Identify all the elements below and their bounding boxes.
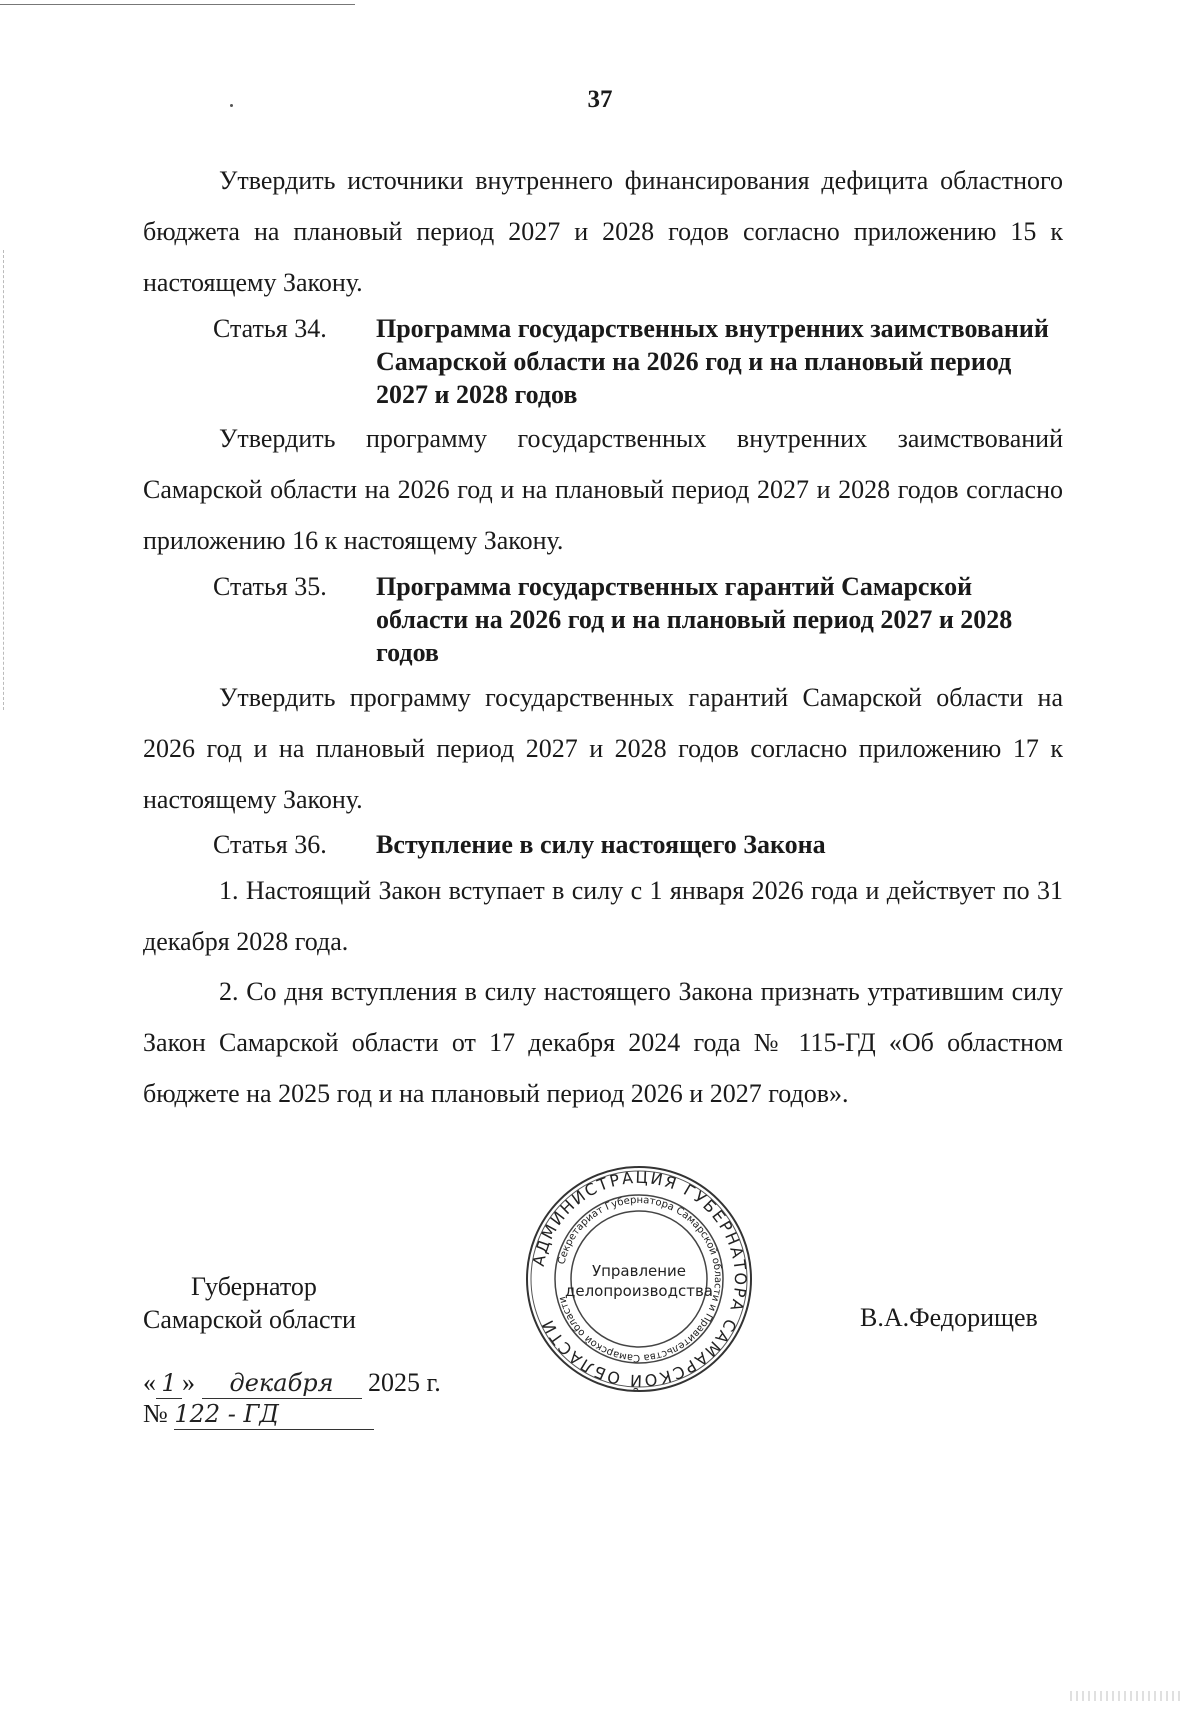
number-line <box>143 1399 441 1430</box>
close-quote: » <box>182 1368 195 1397</box>
date-line <box>143 1368 441 1399</box>
scan-edge <box>0 4 355 5</box>
article-36-item-1 <box>143 865 1063 967</box>
article-label: Статья 34. <box>213 314 327 343</box>
seal-outer-text: АДМИНИСТРАЦИЯ ГУБЕРНАТОРА САМАРСКОЙ ОБЛАСТИ <box>528 1167 751 1391</box>
page-number: 37 <box>587 86 613 113</box>
paragraph-text: 1. Настоящий Закон вступает в силу с 1 января 2026 года и действует по 31 декабря 2028 года. <box>143 876 1063 956</box>
article-heading <box>143 312 1063 411</box>
article-title: Программа государственных гарантий Самарской области на 2026 год и на плановый период 2027 и 2028 годов <box>376 572 1013 667</box>
date-day: 1 <box>156 1368 182 1399</box>
signature-position <box>143 1270 356 1336</box>
article-heading <box>143 570 1063 669</box>
article-36-item-2 <box>143 966 1063 1119</box>
article-34-body <box>143 413 1063 566</box>
paragraph-text: 2. Со дня вступления в силу настоящего Закона признать утратившим силу Закон Самарской области от 17 декабря 2024 года № 115-ГД «Об областном бюджете на 2025 год и на плановый период 2026 и 2027 годов». <box>143 977 1063 1108</box>
official-seal <box>524 1164 754 1394</box>
law-number: 122 - ГД <box>174 1399 374 1430</box>
article-35 <box>143 570 1063 669</box>
open-quote: « <box>143 1368 156 1397</box>
article-heading <box>143 828 1063 861</box>
scan-edge-left <box>3 250 4 710</box>
date-month: декабря <box>202 1368 362 1399</box>
scan-noise <box>1070 1691 1180 1701</box>
article-36 <box>143 828 1063 861</box>
scan-dot <box>230 104 233 107</box>
article-label: Статья 36. <box>213 830 327 859</box>
date-block <box>143 1368 441 1430</box>
seal-center-line1: Управление <box>591 1262 687 1280</box>
article-title: Вступление в силу настоящего Закона <box>376 830 826 859</box>
date-year: 2025 г. <box>368 1368 441 1397</box>
article-34 <box>143 312 1063 411</box>
signer-name: В.А.Федорищев <box>860 1303 1038 1332</box>
signer-position-line2: Самарской области <box>143 1305 356 1334</box>
signer-position-line1: Губернатор <box>191 1272 317 1301</box>
article-35-body <box>143 672 1063 825</box>
paragraph-sources <box>143 155 1063 308</box>
seal-center-line2: делопроизводства <box>564 1282 714 1300</box>
article-title: Программа государственных внутренних заимствований Самарской области на 2026 год и на плановый период 2027 и 2028 годов <box>376 314 1049 409</box>
number-sign: № <box>143 1399 168 1428</box>
article-label: Статья 35. <box>213 572 327 601</box>
paragraph-text: Утвердить источники внутреннего финансирования дефицита областного бюджета на плановый период 2027 и 2028 годов согласно приложению 15 к настоящему Закону. <box>143 166 1063 297</box>
paragraph-text: Утвердить программу государственных гарантий Самарской области на 2026 год и на плановый период 2027 и 2028 годов согласно приложению 17 к настоящему Закону. <box>143 683 1063 814</box>
seal-inner-text: Секретариат Губернатора Самарской области и Правительства Самарской области <box>556 1194 724 1364</box>
paragraph-text: Утвердить программу государственных внутренних заимствований Самарской области на 2026 год и на плановый период 2027 и 2028 годов согласно приложению 16 к настоящему Закону. <box>143 424 1063 555</box>
